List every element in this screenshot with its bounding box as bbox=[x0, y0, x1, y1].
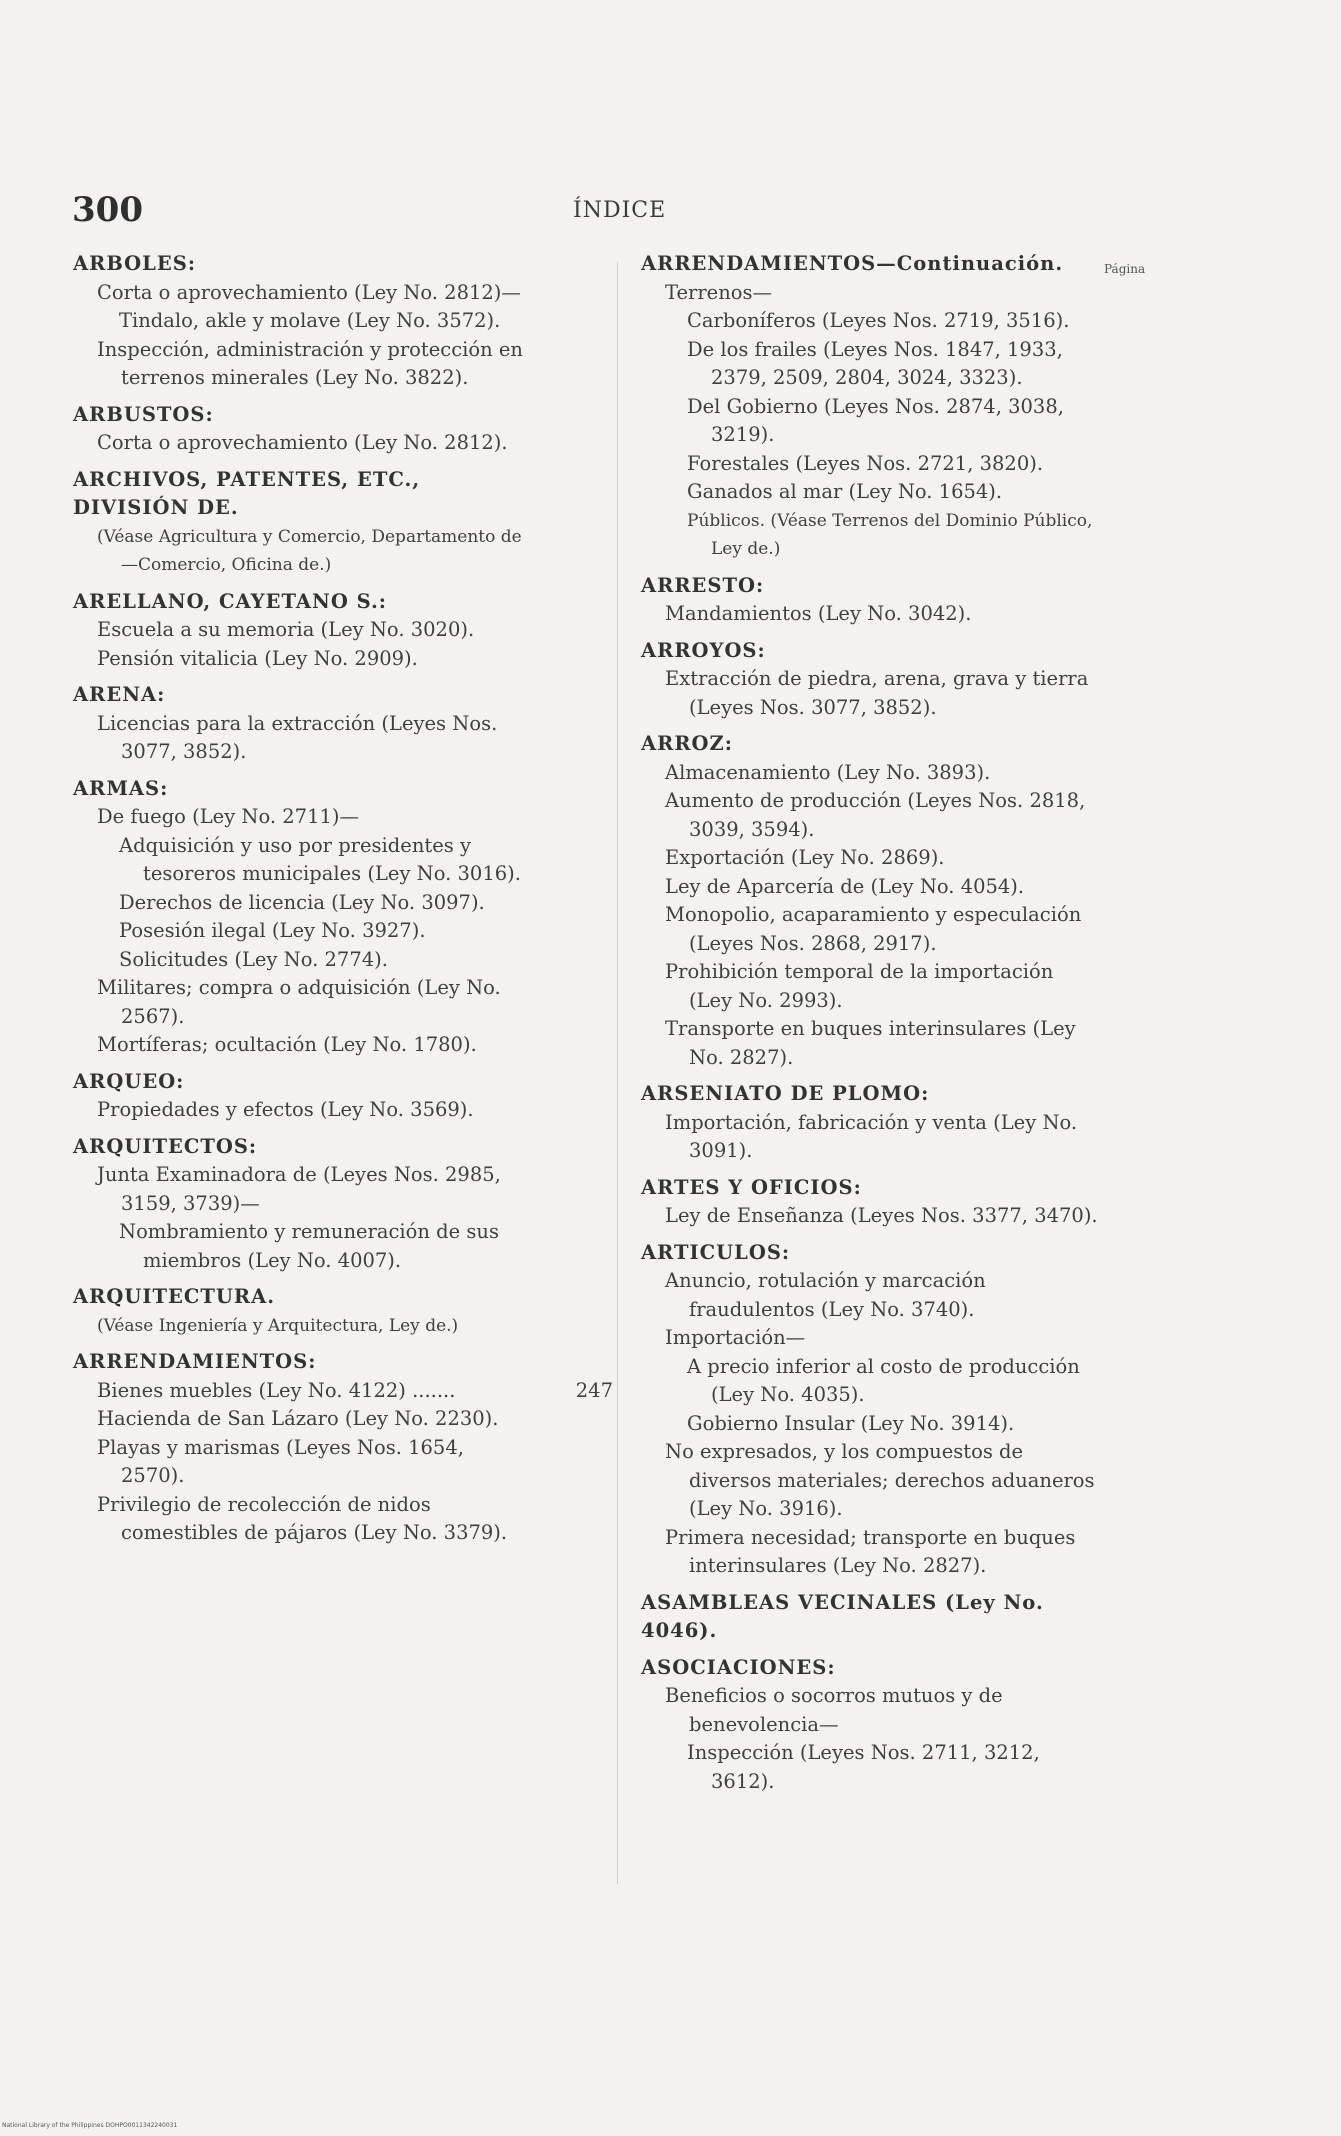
left-column bbox=[73, 250, 613, 1548]
index-entry-text: Militares; compra o adquisición (Ley No. 2567). bbox=[97, 976, 501, 1028]
index-entry-text: Carboníferos (Leyes Nos. 2719, 3516). bbox=[687, 309, 1070, 332]
index-entry-text: ARMAS: bbox=[73, 776, 169, 800]
index-entry bbox=[641, 279, 1101, 308]
index-entry bbox=[641, 1267, 1101, 1324]
index-entry bbox=[641, 665, 1101, 722]
index-entry-text: Gobierno Insular (Ley No. 3914). bbox=[687, 1411, 1015, 1435]
index-entry-text: A precio inferior al costo de producción (Ley No. 4035). bbox=[687, 1354, 1080, 1406]
index-entry-text: Corta o aprovechamiento (Ley No. 2812)— bbox=[97, 280, 521, 304]
index-entry bbox=[641, 478, 1101, 507]
index-entry-text: Beneficios o socorros mutuos y de benevolencia— bbox=[665, 1684, 1003, 1736]
index-entry bbox=[73, 889, 523, 918]
index-entry-text: Anuncio, rotulación y marcación fraudulentos (Ley No. 3740). bbox=[665, 1269, 986, 1321]
index-entry-text: ARSENIATO DE PLOMO: bbox=[641, 1082, 930, 1105]
index-entry-text: ARBOLES: bbox=[73, 252, 197, 275]
index-entry bbox=[641, 787, 1101, 844]
right-column-page-label: Página bbox=[1104, 262, 1146, 276]
index-entry bbox=[641, 1015, 1101, 1072]
index-entry bbox=[641, 1682, 1101, 1739]
index-entry bbox=[641, 844, 1101, 873]
index-entry bbox=[73, 1096, 523, 1125]
index-entry-text: Playas y marismas (Leyes Nos. 1654, 2570). bbox=[97, 1435, 464, 1487]
index-entry-text: ARRENDAMIENTOS—Continuación. bbox=[641, 252, 1064, 275]
index-entry-text: ARELLANO, CAYETANO S.: bbox=[73, 589, 388, 613]
index-entry bbox=[641, 1324, 1101, 1353]
page-reference: 247 bbox=[575, 1378, 613, 1402]
index-entry-text: ASOCIACIONES: bbox=[641, 1655, 836, 1679]
index-entry bbox=[641, 307, 1101, 336]
index-entry-text: Solicitudes (Ley No. 2774). bbox=[119, 947, 388, 971]
index-entry-text: Inspección (Leyes Nos. 2711, 3212, 3612). bbox=[687, 1741, 1040, 1793]
index-entry-text: Almacenamiento (Ley No. 3893). bbox=[665, 760, 991, 784]
index-entry-text: Bienes muebles (Ley No. 4122) ....... bbox=[97, 1378, 456, 1402]
index-entry bbox=[641, 958, 1101, 1015]
index-entry-text: Primera necesidad; transporte en buques interinsulares (Ley No. 2827). bbox=[665, 1525, 1076, 1577]
index-entry bbox=[73, 1491, 523, 1548]
index-entry-text: Hacienda de San Lázaro (Ley No. 2230). bbox=[97, 1407, 499, 1430]
index-entry bbox=[641, 393, 1101, 450]
index-entry bbox=[641, 1353, 1101, 1410]
index-entry-text: ASAMBLEAS VECINALES (Ley No. 4046). bbox=[641, 1590, 1044, 1642]
index-entry bbox=[641, 1202, 1101, 1231]
index-entry bbox=[641, 1410, 1101, 1439]
index-entry-text: Ley de Enseñanza (Leyes Nos. 3377, 3470). bbox=[665, 1204, 1098, 1227]
index-entry-text: Inspección, administración y protección en terrenos minerales (Ley No. 3822). bbox=[97, 337, 523, 389]
index-heading bbox=[73, 588, 523, 617]
index-heading bbox=[641, 730, 1101, 759]
index-entry-text: Terrenos— bbox=[665, 280, 773, 304]
index-entry bbox=[73, 1405, 523, 1434]
index-entry-text: ARENA: bbox=[73, 683, 166, 706]
index-entry bbox=[73, 1312, 523, 1341]
index-entry-text: Extracción de piedra, arena, grava y tierra (Leyes Nos. 3077, 3852). bbox=[665, 667, 1089, 719]
index-entry-text: ARRESTO: bbox=[641, 573, 765, 597]
index-entry-text: Licencias para la extracción (Leyes Nos. 3077, 3852). bbox=[97, 711, 498, 763]
index-entry-text: ARQUITECTURA. bbox=[73, 1285, 275, 1308]
index-entry bbox=[641, 1739, 1101, 1796]
index-entry bbox=[641, 1438, 1101, 1524]
index-entry bbox=[73, 1031, 523, 1060]
index-entry bbox=[73, 1218, 523, 1275]
index-entry-text: De fuego (Ley No. 2711)— bbox=[97, 805, 360, 828]
index-entry-text: ARQUITECTOS: bbox=[73, 1134, 258, 1158]
index-entry-text: Ganados al mar (Ley No. 1654). bbox=[687, 480, 1003, 503]
index-entry-text: ARBUSTOS: bbox=[73, 402, 214, 426]
index-entry-text: Tindalo, akle y molave (Ley No. 3572). bbox=[119, 309, 501, 332]
index-entry-text: Importación— bbox=[665, 1326, 806, 1349]
index-entry bbox=[73, 1377, 613, 1406]
index-entry-text: Junta Examinadora de (Leyes Nos. 2985, 3159, 3739)— bbox=[97, 1163, 501, 1215]
index-entry-text: Mandamientos (Ley No. 3042). bbox=[665, 602, 972, 625]
index-entry bbox=[641, 873, 1101, 902]
index-entry bbox=[73, 803, 523, 832]
index-heading bbox=[641, 1654, 1101, 1683]
index-entry-text: ARROZ: bbox=[641, 732, 733, 755]
index-entry bbox=[73, 1434, 523, 1491]
index-entry bbox=[73, 523, 523, 580]
index-heading bbox=[73, 401, 523, 430]
index-entry-text: Exportación (Ley No. 2869). bbox=[665, 846, 945, 869]
page-number: 300 bbox=[72, 190, 143, 230]
index-entry bbox=[73, 974, 523, 1031]
index-entry-text: Adquisición y uso por presidentes y tesoreros municipales (Ley No. 3016). bbox=[119, 833, 521, 885]
index-heading bbox=[73, 1348, 523, 1377]
index-heading bbox=[641, 1080, 1101, 1109]
index-heading bbox=[641, 637, 1101, 666]
index-entry bbox=[73, 616, 523, 645]
index-entry-text: No expresados, y los compuestos de diversos materiales; derechos aduaneros (Ley No. 3916). bbox=[665, 1440, 1095, 1520]
index-entry-text: Forestales (Leyes Nos. 2721, 3820). bbox=[687, 451, 1044, 475]
index-entry bbox=[73, 917, 523, 946]
index-entry bbox=[641, 1109, 1101, 1166]
index-entry bbox=[73, 279, 523, 308]
index-heading bbox=[641, 1239, 1101, 1268]
index-entry-text: Posesión ilegal (Ley No. 3927). bbox=[119, 919, 426, 942]
index-entry-text: Pensión vitalicia (Ley No. 2909). bbox=[97, 646, 418, 670]
index-entry-text: Públicos. (Véase Terrenos del Dominio Público, Ley de.) bbox=[687, 510, 1093, 559]
index-entry bbox=[641, 336, 1101, 393]
index-entry bbox=[641, 759, 1101, 788]
index-heading bbox=[73, 681, 523, 710]
index-entry bbox=[73, 645, 523, 674]
index-entry bbox=[73, 946, 523, 975]
index-entry-text: Transporte en buques interinsulares (Ley No. 2827). bbox=[665, 1017, 1076, 1069]
index-heading bbox=[641, 572, 1101, 601]
index-entry bbox=[641, 600, 1101, 629]
index-entry-text: (Véase Ingeniería y Arquitectura, Ley de.) bbox=[97, 1315, 459, 1336]
index-entry bbox=[641, 507, 1101, 564]
index-entry bbox=[73, 429, 523, 458]
index-entry-text: ARROYOS: bbox=[641, 638, 766, 662]
index-entry-text: Prohibición temporal de la importación (Ley No. 2993). bbox=[665, 960, 1054, 1012]
index-entry-text: Escuela a su memoria (Ley No. 3020). bbox=[97, 618, 475, 641]
index-entry-text: Privilegio de recolección de nidos comestibles de pájaros (Ley No. 3379). bbox=[97, 1492, 508, 1544]
index-entry-text: Importación, fabricación y venta (Ley No. 3091). bbox=[665, 1110, 1078, 1162]
index-entry-text: Propiedades y efectos (Ley No. 3569). bbox=[97, 1098, 474, 1121]
scan-footer: National Library of the Philippines DOHPO0011342240031 bbox=[2, 2122, 178, 2129]
right-column bbox=[641, 250, 1101, 1796]
index-heading bbox=[73, 250, 523, 279]
index-entry-text: Monopolio, acaparamiento y especulación (Leyes Nos. 2868, 2917). bbox=[665, 903, 1082, 955]
index-entry-text: Nombramiento y remuneración de sus miembros (Ley No. 4007). bbox=[119, 1220, 499, 1272]
index-heading bbox=[73, 1068, 523, 1097]
index-entry-text: ARRENDAMIENTOS: bbox=[73, 1350, 317, 1373]
index-entry bbox=[73, 1161, 523, 1218]
index-entry-text: ARCHIVOS, PATENTES, ETC., DIVISIÓN DE. bbox=[73, 467, 421, 519]
running-head: ÍNDICE bbox=[573, 198, 667, 223]
index-entry bbox=[641, 1524, 1101, 1581]
index-entry-text: ARQUEO: bbox=[73, 1069, 185, 1093]
index-entry bbox=[73, 336, 523, 393]
index-heading bbox=[73, 1283, 523, 1312]
index-entry bbox=[73, 307, 523, 336]
index-entry-text: (Véase Agricultura y Comercio, Departamento de—Comercio, Oficina de.) bbox=[97, 526, 522, 575]
index-entry-text: Aumento de producción (Leyes Nos. 2818, 3039, 3594). bbox=[665, 789, 1086, 841]
index-entry-text: Ley de Aparcería de (Ley No. 4054). bbox=[665, 874, 1025, 898]
index-entry bbox=[73, 832, 523, 889]
index-entry bbox=[641, 450, 1101, 479]
index-entry-text: De los frailes (Leyes Nos. 1847, 1933, 2379, 2509, 2804, 3024, 3323). bbox=[687, 337, 1063, 389]
index-heading bbox=[73, 1133, 523, 1162]
index-entry-text: Mortíferas; ocultación (Ley No. 1780). bbox=[97, 1033, 477, 1056]
index-heading bbox=[641, 1174, 1101, 1203]
index-entry bbox=[641, 901, 1101, 958]
index-entry bbox=[73, 710, 523, 767]
index-heading bbox=[641, 1589, 1101, 1646]
index-entry-text: Del Gobierno (Leyes Nos. 2874, 3038, 3219). bbox=[687, 394, 1064, 446]
index-entry-text: Derechos de licencia (Ley No. 3097). bbox=[119, 890, 485, 914]
index-entry-text: ARTICULOS: bbox=[641, 1240, 791, 1264]
index-heading bbox=[641, 250, 1101, 279]
index-heading bbox=[73, 466, 523, 523]
index-heading bbox=[73, 775, 523, 804]
index-entry-text: ARTES Y OFICIOS: bbox=[641, 1175, 862, 1199]
column-divider bbox=[617, 262, 618, 1884]
index-entry-text: Corta o aprovechamiento (Ley No. 2812). bbox=[97, 431, 508, 454]
